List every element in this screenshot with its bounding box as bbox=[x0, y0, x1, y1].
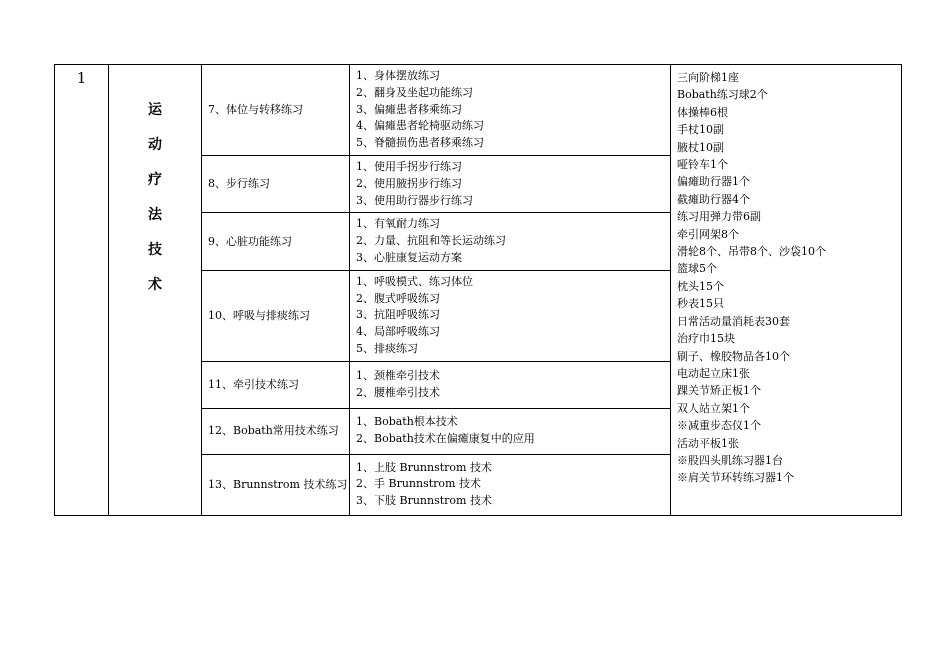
equipment-item: 活动平板1张 bbox=[677, 436, 739, 450]
topic-items bbox=[350, 155, 671, 212]
topic-item: 1、Bobath根本技术 bbox=[356, 415, 458, 429]
topic-item: 2、腹式呼吸练习 bbox=[356, 291, 440, 305]
topic-item: 1、使用手拐步行练习 bbox=[356, 159, 462, 173]
topic-item: 2、力量、抗阻和等长运动练习 bbox=[356, 234, 506, 248]
topic-item: 1、呼吸模式、练习体位 bbox=[356, 274, 473, 288]
topic-items bbox=[350, 408, 671, 454]
equipment-item: 腋杖10副 bbox=[677, 140, 724, 154]
category-char: 技 bbox=[148, 242, 162, 258]
topic-item: 1、颈椎牵引技术 bbox=[356, 368, 440, 382]
topic-item: 5、排痰练习 bbox=[356, 341, 418, 355]
equipment-item: 电动起立床1张 bbox=[677, 366, 750, 380]
topic-item: 2、手 Brunnstrom 技术 bbox=[356, 477, 481, 491]
topic-item: 3、偏瘫患者移乘练习 bbox=[356, 102, 462, 116]
topic-item: 4、局部呼吸练习 bbox=[356, 325, 440, 339]
topic-item: 4、偏瘫患者轮椅驱动练习 bbox=[356, 119, 484, 133]
topic-item: 2、腰椎牵引技术 bbox=[356, 385, 440, 399]
topic-title: 7、体位与转移练习 bbox=[202, 65, 350, 156]
table-row bbox=[55, 65, 902, 156]
topic-item: 2、Bobath技术在偏瘫康复中的应用 bbox=[356, 432, 535, 446]
equipment-item: 哑铃车1个 bbox=[677, 158, 728, 172]
equipment-item: Bobath练习球2个 bbox=[677, 88, 768, 102]
category-char: 运 bbox=[148, 102, 162, 118]
equipment-item: 治疗巾15块 bbox=[677, 332, 735, 346]
equipment-item: 滑轮8个、吊带8个、沙袋10个 bbox=[677, 245, 826, 259]
equipment-item: 日常活动量消耗表30套 bbox=[677, 314, 790, 328]
training-content-table bbox=[54, 64, 902, 516]
equipment-item: 双人站立架1个 bbox=[677, 401, 750, 415]
equipment-item: ※肩关节环转练习器1个 bbox=[677, 471, 794, 485]
topic-item: 3、下肢 Brunnstrom 技术 bbox=[356, 494, 492, 508]
category-char: 法 bbox=[148, 207, 162, 223]
topic-item: 2、翻身及坐起功能练习 bbox=[356, 85, 473, 99]
category-char: 动 bbox=[148, 137, 162, 153]
topic-items bbox=[350, 361, 671, 408]
topic-items bbox=[350, 454, 671, 515]
equipment-list bbox=[671, 65, 902, 516]
topic-title: 11、牵引技术练习 bbox=[202, 361, 350, 408]
equipment-item: 踝关节矫正板1个 bbox=[677, 384, 761, 398]
topic-items bbox=[350, 65, 671, 156]
topic-title: 8、步行练习 bbox=[202, 155, 350, 212]
topic-item: 3、使用助行器步行练习 bbox=[356, 193, 473, 207]
equipment-item: 偏瘫助行器1个 bbox=[677, 175, 750, 189]
equipment-item: 篮球5个 bbox=[677, 262, 717, 276]
topic-item: 1、身体摆放练习 bbox=[356, 69, 440, 82]
topic-items bbox=[350, 213, 671, 270]
equipment-item: 牵引网架8个 bbox=[677, 227, 739, 241]
equipment-item: 枕头15个 bbox=[677, 279, 724, 293]
topic-item: 3、抗阻呼吸练习 bbox=[356, 308, 440, 322]
equipment-item: 体操棒6根 bbox=[677, 105, 728, 119]
equipment-item: 练习用弹力带6副 bbox=[677, 210, 761, 224]
topic-item: 2、使用腋拐步行练习 bbox=[356, 176, 462, 190]
category-char: 疗 bbox=[148, 172, 162, 188]
category-cell bbox=[109, 65, 202, 516]
equipment-item: 三向阶梯1座 bbox=[677, 71, 739, 84]
equipment-item: 手杖10副 bbox=[677, 123, 724, 137]
equipment-item: ※减重步态仪1个 bbox=[677, 419, 761, 433]
topic-items bbox=[350, 270, 671, 361]
topic-title: 12、Bobath常用技术练习 bbox=[202, 408, 350, 454]
topic-item: 3、心脏康复运动方案 bbox=[356, 250, 462, 264]
category-char: 术 bbox=[148, 277, 162, 293]
topic-item: 1、有氧耐力练习 bbox=[356, 217, 440, 231]
topic-title: 13、Brunnstrom 技术练习 bbox=[202, 454, 350, 515]
equipment-item: 秒表15只 bbox=[677, 297, 724, 311]
equipment-item: ※股四头肌练习器1台 bbox=[677, 453, 783, 467]
equipment-item: 截瘫助行器4个 bbox=[677, 192, 750, 206]
topic-title: 10、呼吸与排痰练习 bbox=[202, 270, 350, 361]
topic-item: 1、上肢 Brunnstrom 技术 bbox=[356, 460, 492, 474]
equipment-item: 刷子、橡胶物品各10个 bbox=[677, 349, 790, 363]
topic-title: 9、心脏功能练习 bbox=[202, 213, 350, 270]
row-number: 1 bbox=[55, 65, 109, 516]
topic-item: 5、脊髓损伤患者移乘练习 bbox=[356, 136, 484, 150]
